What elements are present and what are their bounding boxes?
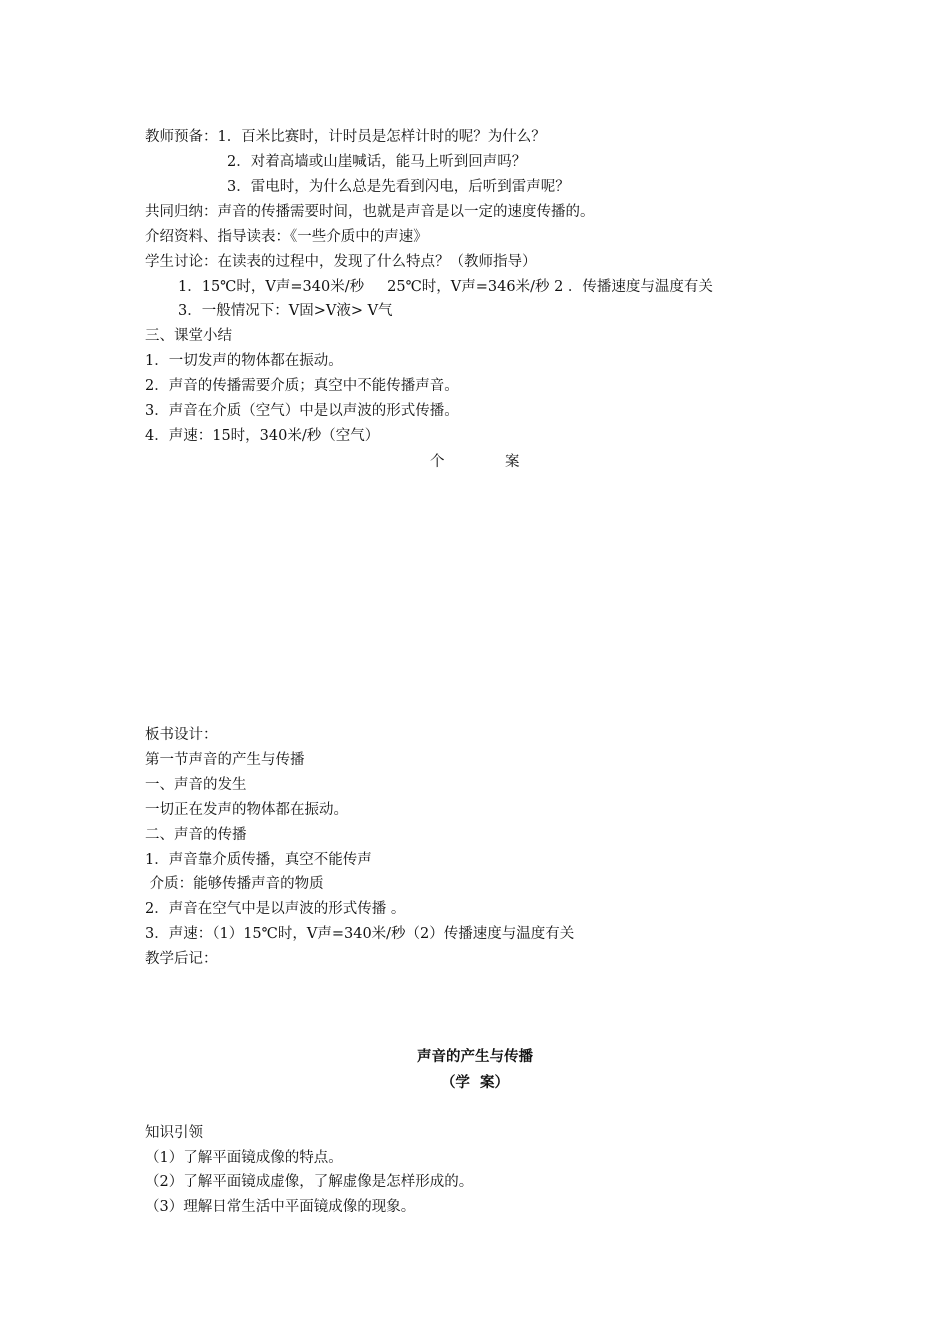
study-plan-title: 声音的产生与传播 — [417, 1048, 533, 1065]
knowledge-heading: 知识引领 — [145, 1125, 203, 1141]
board-line: 二、声音的传播 — [145, 827, 247, 843]
board-line: 第一节声音的产生与传播 — [145, 752, 305, 768]
board-line: 一切正在发声的物体都在振动。 — [145, 802, 348, 818]
class-summary-item: 4．声速：15时，340米/秒（空气） — [145, 428, 380, 444]
finding-1: 1．15℃时，V声=340米/秒 25℃时，V声=346米/秒 2 ．传播速度与温度有关 — [178, 279, 713, 295]
knowledge-item: （2）了解平面镜成虚像，了解虚像是怎样形成的。 — [145, 1174, 474, 1190]
board-line: 一、声音的发生 — [145, 777, 247, 793]
case-header-right: 案 — [505, 454, 520, 470]
teacher-prep-line: 教师预备：1．百米比赛时，计时员是怎样计时的呢？为什么？ — [145, 129, 546, 145]
class-summary-item: 3．声音在介质（空气）中是以声波的形式传播。 — [145, 403, 459, 419]
board-line: 3．声速：（1）15℃时，V声=340米/秒（2）传播速度与温度有关 — [145, 926, 575, 942]
board-heading: 板书设计： — [145, 727, 218, 743]
study-plan-subtitle: （学 案） — [440, 1074, 510, 1091]
common-summary: 共同归纳：声音的传播需要时间，也就是声音是以一定的速度传播的。 — [145, 204, 595, 220]
class-summary-heading: 三、课堂小结 — [145, 328, 232, 344]
teacher-prep-q2: 2．对着高墙或山崖喊话，能马上听到回声吗？ — [227, 154, 527, 170]
intro-table-line: 介绍资料、指导读表：《一些介质中的声速》 — [145, 229, 428, 245]
afterword: 教学后记： — [145, 951, 218, 967]
knowledge-item: （1）了解平面镜成像的特点。 — [145, 1150, 343, 1166]
student-discussion: 学生讨论：在读表的过程中，发现了什么特点？（教师指导） — [145, 254, 537, 270]
class-summary-item: 1．一切发声的物体都在振动。 — [145, 353, 343, 369]
class-summary-item: 2．声音的传播需要介质；真空中不能传播声音。 — [145, 378, 459, 394]
teacher-prep-q3: 3．雷电时，为什么总是先看到闪电，后听到雷声呢？ — [227, 179, 570, 195]
case-header-left: 个 — [430, 454, 445, 470]
board-line: 2．声音在空气中是以声波的形式传播 。 — [145, 901, 406, 917]
board-line: 1．声音靠介质传播，真空不能传声 — [145, 852, 372, 868]
finding-3: 3．一般情况下：V固>V液> V气 — [178, 303, 393, 319]
board-line: 介质：能够传播声音的物质 — [145, 876, 324, 892]
knowledge-item: （3）理解日常生活中平面镜成像的现象。 — [145, 1199, 416, 1215]
